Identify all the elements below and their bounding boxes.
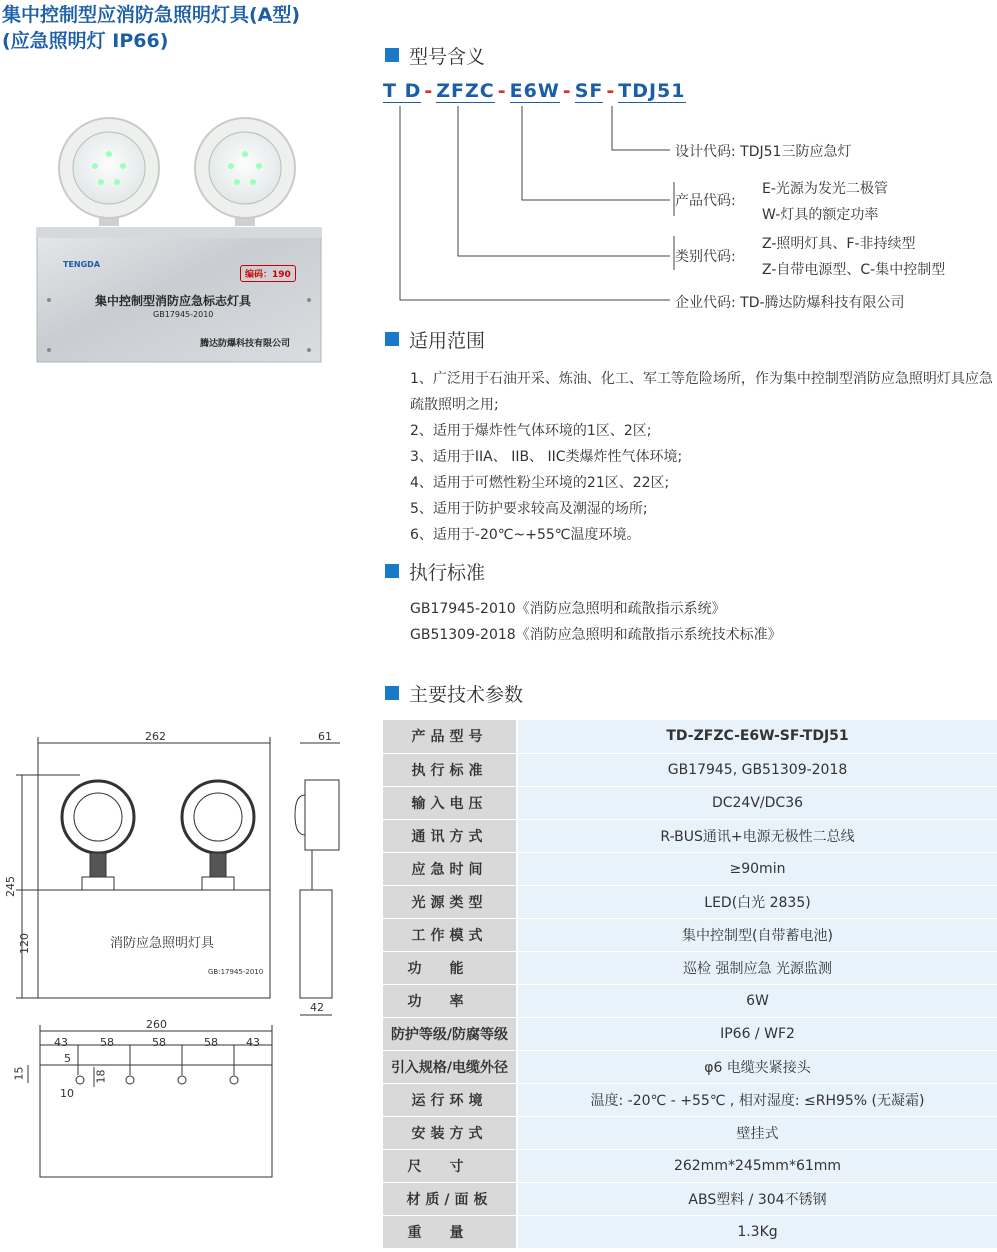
table-row: 应急时间 ≥90min <box>383 852 997 885</box>
legend-company: 企业代码: TD-腾达防爆科技有限公司 <box>675 295 905 311</box>
photo-std: GB17945-2010 <box>153 310 214 319</box>
model-part-td: T D <box>383 80 422 102</box>
model-code: T D - ZFZC - E6W - SF - TDJ51 <box>383 80 686 102</box>
table-row: 尺寸 262mm*245mm*61mm <box>383 1149 997 1182</box>
product-photo <box>35 110 325 375</box>
photo-company: 腾达防爆科技有限公司 <box>200 339 291 349</box>
table-row: 执行标准 GB17945, GB51309-2018 <box>383 753 997 786</box>
table-row: 重量 1.3Kg <box>383 1215 997 1248</box>
dim-58c: 58 <box>204 1036 218 1049</box>
lamp-head-left <box>59 118 159 226</box>
lamp-head-right <box>195 118 295 226</box>
legend-product-1: E-光源为发光二极管 <box>762 181 888 197</box>
section-model-meaning: 型号含义 <box>385 42 485 68</box>
dim-61: 61 <box>318 730 332 743</box>
dim-43a: 43 <box>54 1036 68 1049</box>
standards-list <box>410 596 782 648</box>
legend-category-1: Z-照明灯具、F-非持续型 <box>762 236 916 252</box>
section-params: 主要技术参数 <box>385 680 523 706</box>
dim-18: 18 <box>94 1069 108 1084</box>
table-row: 安装方式 壁挂式 <box>383 1116 997 1149</box>
table-row: 功率 6W <box>383 984 997 1017</box>
drawing-std: GB:17945-2010 <box>208 968 264 976</box>
dim-5: 5 <box>64 1052 71 1065</box>
dim-43b: 43 <box>246 1036 260 1049</box>
dim-42: 42 <box>310 1001 324 1014</box>
table-row: 通讯方式 R-BUS通讯+电源无极性二总线 <box>383 819 997 852</box>
dim-260: 260 <box>146 1018 167 1031</box>
dim-58a: 58 <box>100 1036 114 1049</box>
dim-120: 120 <box>18 933 31 954</box>
model-part-e6w: E6W <box>509 80 560 102</box>
table-row: 功能 巡检 强制应急 光源监测 <box>383 951 997 984</box>
scope-item: 4、适用于可燃性粉尘环境的21区、22区; <box>410 475 670 491</box>
bullet-square <box>385 686 399 700</box>
standard-item: GB17945-2010《消防应急照明和疏散指示系统》 <box>410 601 726 617</box>
bullet-square <box>385 332 399 346</box>
table-row: 材质/面板 ABS塑料 / 304不锈钢 <box>383 1182 997 1215</box>
scope-list <box>410 366 995 548</box>
table-row: 输入电压 DC24V/DC36 <box>383 786 997 819</box>
scope-item: 2、适用于爆炸性气体环境的1区、2区; <box>410 423 652 439</box>
standard-item: GB51309-2018《消防应急照明和疏散指示系统技术标准》 <box>410 627 782 643</box>
dim-262: 262 <box>145 730 166 743</box>
scope-item: 3、适用于IIA、 IIB、 IIC类爆炸性气体环境; <box>410 449 683 465</box>
table-row: 产品型号 TD-ZFZC-E6W-SF-TDJ51 <box>383 720 997 753</box>
legend-category-2: Z-自带电源型、C-集中控制型 <box>762 262 946 278</box>
brand-logo: TENGDA <box>63 260 101 269</box>
scope-item: 1、广泛用于石油开采、炼油、化工、军工等危险场所，作为集中控制型消防应急照明灯具应急疏散照明之用; <box>410 371 993 413</box>
model-legend-lines <box>380 100 680 305</box>
legend-product-key: 产品代码: <box>675 193 736 209</box>
table-row: 工作模式 集中控制型(自带蓄电池) <box>383 918 997 951</box>
code-badge: 编码：190 <box>240 265 296 282</box>
dim-15: 15 <box>12 1066 26 1081</box>
table-row: 引入规格/电缆外径 φ6 电缆夹紧接头 <box>383 1050 997 1083</box>
model-part-sf: SF <box>574 80 604 102</box>
technical-drawing <box>0 725 340 1195</box>
legend-category-key: 类别代码: <box>675 249 736 265</box>
dim-10: 10 <box>60 1087 74 1100</box>
bullet-square <box>385 48 399 62</box>
section-scope: 适用范围 <box>385 326 485 352</box>
legend-product-2: W-灯具的额定功率 <box>762 207 879 223</box>
legend-design: 设计代码: TDJ51三防应急灯 <box>675 144 852 160</box>
page-title <box>2 2 300 54</box>
spec-table <box>383 720 997 1249</box>
table-row: 运行环境 温度: -20℃ - +55℃ , 相对湿度: ≤RH95% (无凝霜) <box>383 1083 997 1116</box>
bullet-square <box>385 564 399 578</box>
scope-item: 5、适用于防护要求较高及潮湿的场所; <box>410 501 648 517</box>
table-row: 防护等级/防腐等级 IP66 / WF2 <box>383 1017 997 1050</box>
drawing-label: 消防应急照明灯具 <box>110 936 215 951</box>
title-line-2: (应急照明灯 IP66) <box>2 30 169 52</box>
dim-58b: 58 <box>152 1036 166 1049</box>
title-line-1: 集中控制型应消防急照明灯具(A型) <box>2 4 301 26</box>
section-standards: 执行标准 <box>385 558 485 584</box>
model-part-tdj51: TDJ51 <box>618 80 686 102</box>
table-row: 光源类型 LED(白光 2835) <box>383 885 997 918</box>
model-part-zfzc: ZFZC <box>436 80 495 102</box>
scope-item: 6、适用于-20℃~+55℃温度环境。 <box>410 527 641 543</box>
photo-label: 集中控制型消防应急标志灯具 <box>95 294 252 308</box>
dim-245: 245 <box>4 876 17 897</box>
